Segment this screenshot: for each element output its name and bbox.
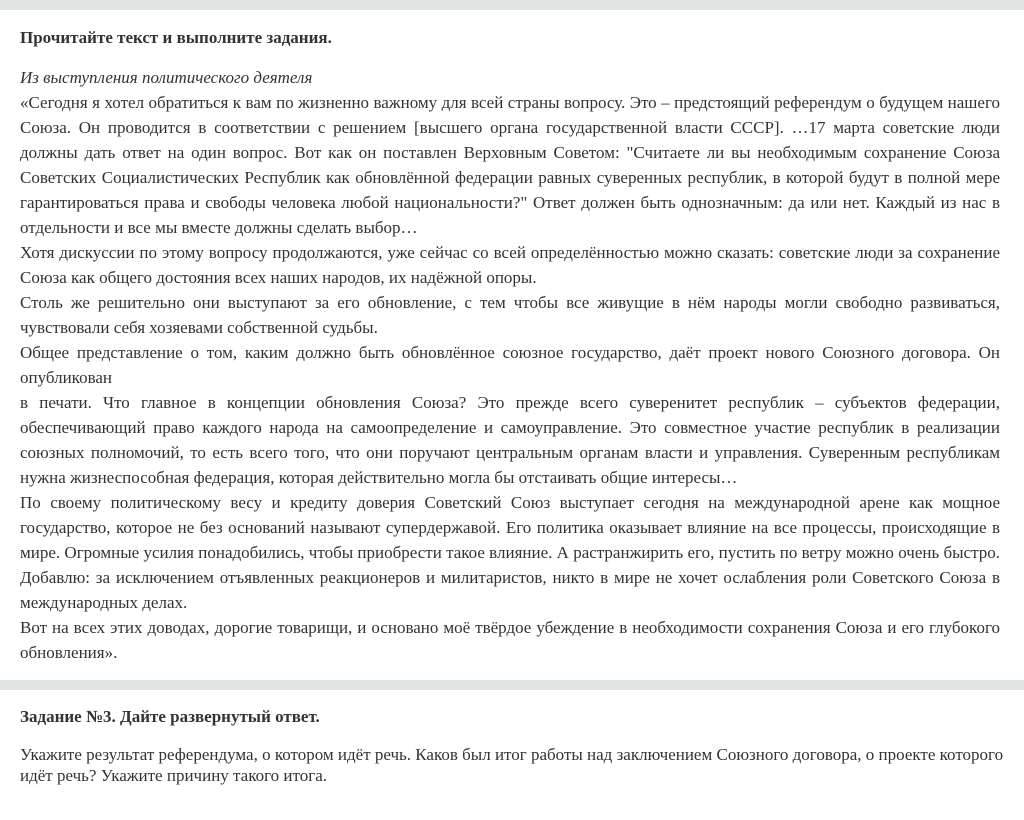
- task-question: Укажите результат референдума, о котором идёт речь. Каков был итог работы над заключением Союзного договора, о проекте которого идёт речь? Укажите причину такого итога.: [20, 745, 1004, 785]
- text-paragraph: Хотя дискуссии по этому вопросу продолжаются, уже сейчас со всей определённостью можно сказать: советские люди за сохранение Союза как общего достояния всех наших народов, их надёжной опоры.: [20, 243, 1000, 287]
- top-divider-band: [0, 0, 1024, 10]
- section-divider-band: [0, 680, 1024, 690]
- task-title: Задание №3. Дайте развернутый ответ.: [20, 707, 320, 726]
- text-paragraph: в печати. Что главное в концепции обновления Союза? Это прежде всего суверенитет республик – субъектов федерации, обеспечивающий право каждого народа на самоопределение и самоуправление. Это совместное участие республик в реализации союзных полномочий, то есть всего того, что они поручают центральным органам власти и управления. Суверенным республикам нужна жизнеспособная федерация, которая действительно могла бы отстаивать общие интересы…: [20, 393, 1000, 487]
- text-paragraph: По своему политическому весу и кредиту доверия Советский Союз выступает сегодня на международной арене как мощное государство, которое не без оснований называют супердержавой. Его политика оказывает влияние на все процессы, происходящие в мире. Огромные усилия понадобились, чтобы приобрести такое влияние. А растранжирить его, пустить по ветру можно очень быстро. Добавлю: за исключением отъявленных реакционеров и милитаристов, никто в мире не хочет ослабления роли Советского Союза в международных делах.: [20, 493, 1000, 612]
- text-paragraph: Общее представление о том, каким должно быть обновлённое союзное государство, даёт проект нового Союзного договора. Он опубликован: [20, 343, 1000, 387]
- section-title: Прочитайте текст и выполните задания.: [20, 28, 332, 47]
- reading-section: [20, 10, 1000, 665]
- text-paragraph: Вот на всех этих доводах, дорогие товарищи, и основано моё твёрдое убеждение в необходимости сохранения Союза и его глубокого обновления».: [20, 618, 1000, 662]
- task-section: [20, 690, 1010, 786]
- source-attribution: Из выступления политического деятеля: [20, 68, 313, 87]
- text-paragraph: «Сегодня я хотел обратиться к вам по жизненно важному для всей страны вопросу. Это – предстоящий референдум о будущем нашего Союза. Он проводится в соответствии с решением [высшего органа государственной власти СССР]. …17 марта советские люди должны дать ответ на один вопрос. Вот как он поставлен Верховным Советом: "Считаете ли вы необходимым сохранение Союза Советских Социалистических Республик как обновлённой федерации равных суверенных республик, в которой будут в полной мере гарантироваться права и свободы человека любой национальности?" Ответ должен быть однозначным: да или нет. Каждый из нас в отдельности и все мы вместе должны сделать выбор…: [20, 93, 1000, 237]
- text-paragraph: Столь же решительно они выступают за его обновление, с тем чтобы все живущие в нём народы могли свободно развиваться, чувствовали себя хозяевами собственной судьбы.: [20, 293, 1000, 337]
